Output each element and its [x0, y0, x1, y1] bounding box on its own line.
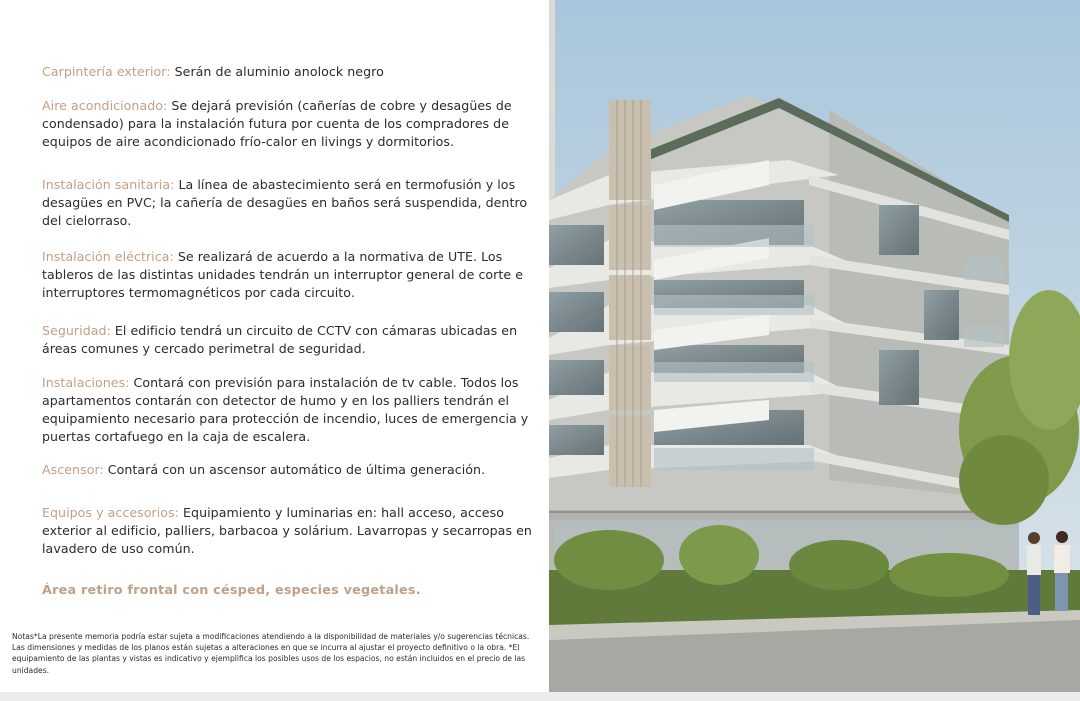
spec-text: Serán de aluminio anolock negro	[170, 64, 384, 79]
spec-text: Contará con un ascensor automático de última generación.	[103, 462, 486, 477]
spec-item-ascensor	[42, 461, 532, 479]
spec-item-electrica	[42, 248, 532, 302]
spec-text: Se realizará de acuerdo a la normativa de UTE. Los tableros de las distintas unidades tendrán un interruptor general de corte e interruptores termomagnéticos por cada circuito.	[42, 249, 524, 300]
spec-text: El edificio tendrá un circuito de CCTV con cámaras ubicadas en áreas comunes y cercado perimetral de seguridad.	[42, 323, 518, 356]
spec-item-sanitaria	[42, 176, 532, 230]
spec-item-instalaciones	[42, 374, 532, 446]
page-bottom-edge	[0, 692, 1080, 701]
building-render-image	[549, 0, 1080, 692]
spec-label: Aire acondicionado:	[42, 98, 168, 113]
spec-text: Se dejará previsión (cañerías de cobre y desagües de condensado) para la instalación futura por cuenta de los compradores de equipos de aire acondicionado frío-calor en livings y dormitorios.	[42, 98, 512, 149]
spec-label: Instalación eléctrica:	[42, 249, 174, 264]
spec-item-aire	[42, 97, 532, 151]
spec-text: La línea de abastecimiento será en termofusión y los desagües en PVC; la cañería de desagües en baños será suspendida, dentro del cielorraso.	[42, 177, 528, 228]
spec-item-seguridad	[42, 322, 532, 358]
spec-text: Contará con previsión para instalación de tv cable. Todos los apartamentos contarán con detector de humo y en los palliers tendrán el equipamiento necesario para protección de incendio, luces de emergencia y puertas cortafuego en la caja de escalera.	[42, 375, 529, 444]
spec-label: Equipos y accesorios:	[42, 505, 179, 520]
spec-label: Instalación sanitaria:	[42, 177, 175, 192]
disclaimer-notes: Notas*La presente memoria podría estar sujeta a modificaciones atendiendo a la disponibilidad de materiales y/o sugerencias técnicas. Las dimensiones y medidas de los planos están sujetas a alteraciones en que se incurra al ajustar el proyecto definitivo o la obra. *El equipamiento de las plantas y vistas es indicativo y ejemplifica los posibles usos de los espacios, no están incluidos en el precio de las unidades.	[12, 632, 530, 675]
spec-item-carpinteria	[42, 63, 532, 81]
spec-label: Carpintería exterior:	[42, 64, 171, 79]
spec-label: Instalaciones:	[42, 375, 130, 390]
spec-item-equipos	[42, 504, 532, 558]
spec-label: Seguridad:	[42, 323, 111, 338]
spec-text: Equipamiento y luminarias en: hall acceso, acceso exterior al edificio, palliers, barbacoa y solárium. Lavarropas y secarropas en lavadero de uso común.	[42, 505, 532, 556]
spec-label: Ascensor:	[42, 462, 104, 477]
final-note: Área retiro frontal con césped, especies vegetales.	[42, 583, 421, 598]
